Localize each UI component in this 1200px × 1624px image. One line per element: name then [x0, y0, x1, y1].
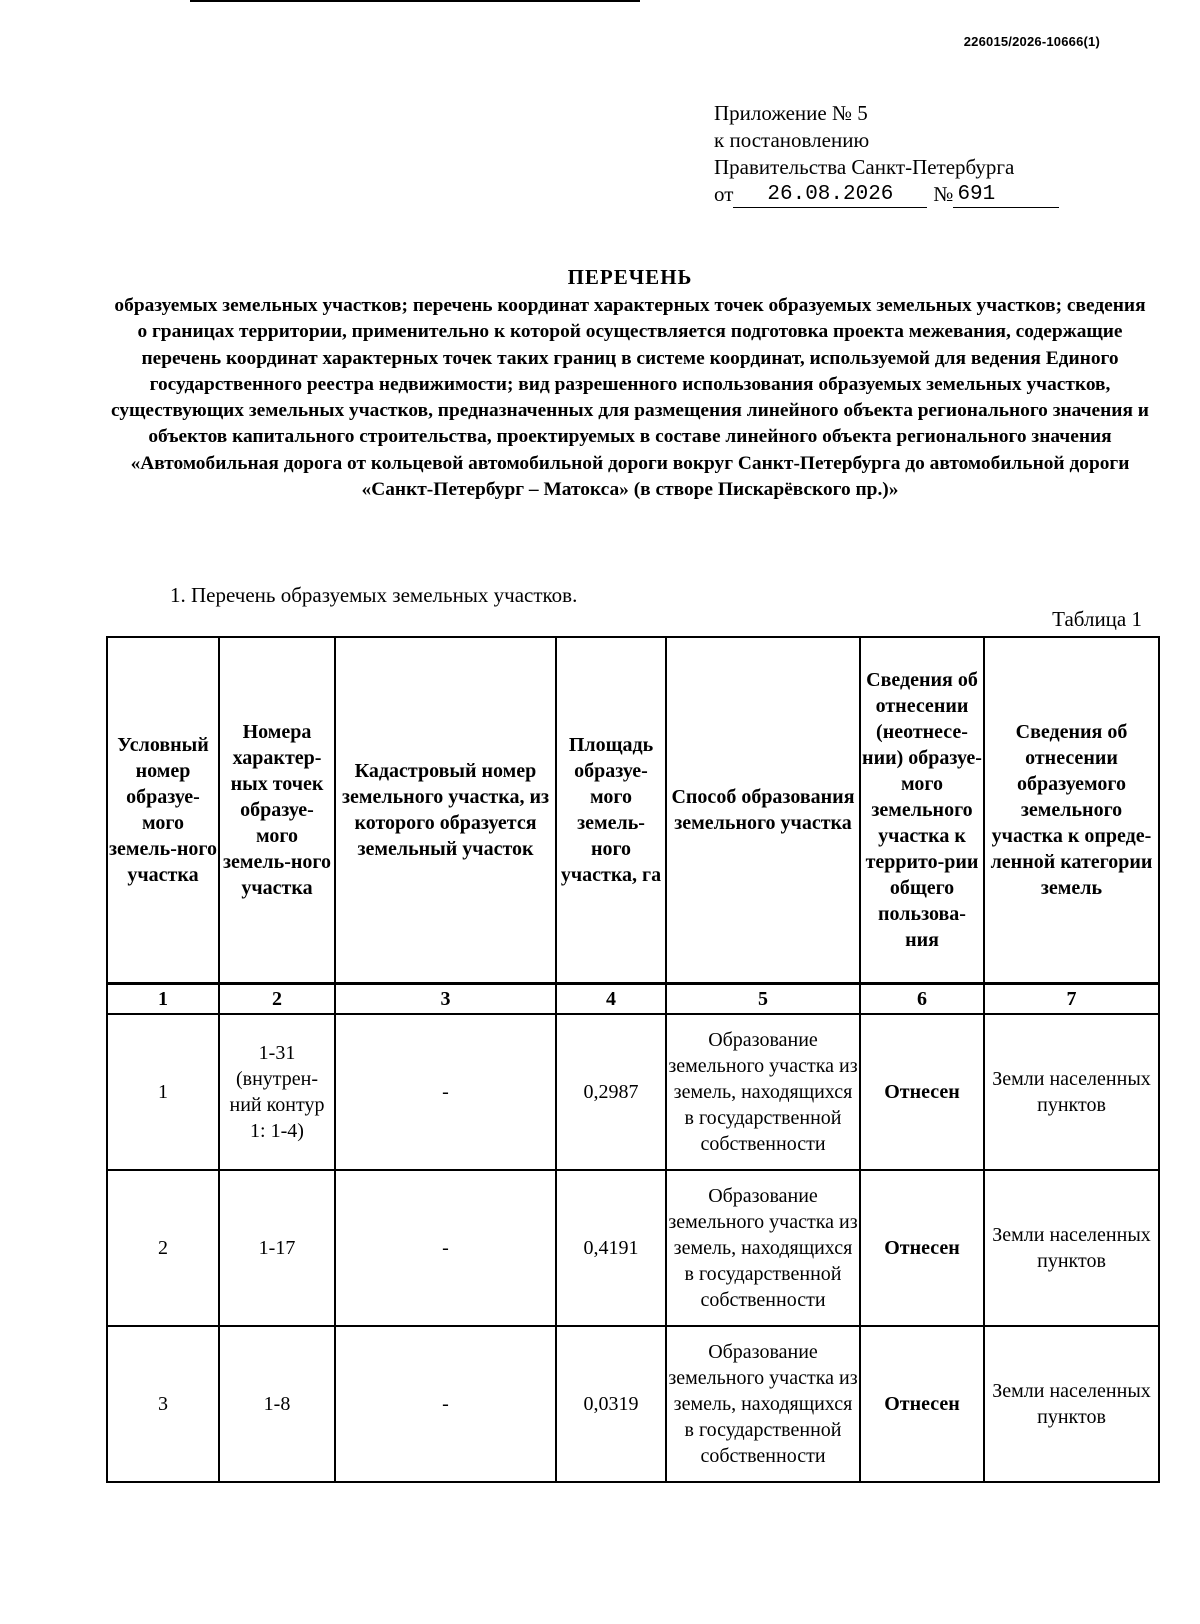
category-cell: Земли населенных пунктов [984, 1326, 1159, 1482]
document-title: ПЕРЕЧЕНЬ [567, 265, 693, 289]
cadastral-cell: - [335, 1326, 556, 1482]
document-subtitle: образуемых земельных участков; перечень координат характерных точек образуемых земельных участков; сведения о границах территории, применительно к которой осуществляется подготовка проекта межевания, содержащие перечень координат характерных точек таких границ в системе координат, используемой для ведения Единого государственного реестра недвижимости; вид разрешенного использования образуемых земельных участков, существующих земельных участков, предназначенных для размещения линейного объекта регионального значения и объектов капитального строительства, проектируемых в составе линейного объекта регионального значения «Автомобильная дорога от кольцевой автомобильной дороги вокруг Санкт-Петербурга до автомобильной дороги «Санкт-Петербург – Матокса» (в створе Пискарёвского пр.)» [111, 295, 1149, 501]
area-cell: 0,4191 [556, 1170, 666, 1326]
table-row [107, 1014, 1159, 1170]
area-cell: 0,0319 [556, 1326, 666, 1482]
table-header-row [107, 637, 1159, 984]
public-use-cell: Отнесен [860, 1170, 984, 1326]
appendix-line-2: к постановлению [714, 128, 870, 152]
appendix-line-1: Приложение № 5 [714, 101, 868, 125]
plot-id-cell: 2 [107, 1170, 219, 1326]
points-cell: 1-8 [219, 1326, 335, 1482]
top-scan-rule [190, 0, 640, 2]
public-use-cell: Отнесен [860, 1326, 984, 1482]
column-number: 6 [860, 984, 984, 1015]
land-plots-table [106, 636, 1160, 1483]
document-title-block [110, 263, 1150, 503]
table-row [107, 1326, 1159, 1482]
category-cell: Земли населенных пунктов [984, 1014, 1159, 1170]
appendix-line-3: Правительства Санкт-Петербурга [714, 155, 1015, 179]
table-header-cell: Способ образования земельного участка [666, 637, 860, 984]
category-cell: Земли населенных пунктов [984, 1170, 1159, 1326]
plot-id-cell: 3 [107, 1326, 219, 1482]
area-cell: 0,2987 [556, 1014, 666, 1170]
section-heading: 1. Перечень образуемых земельных участков. [170, 583, 578, 607]
column-number: 2 [219, 984, 335, 1015]
date-prefix: от [714, 182, 734, 206]
method-cell: Образование земельного участка из земель, находящихся в государственной собственности [666, 1326, 860, 1482]
column-number: 5 [666, 984, 860, 1015]
column-number: 7 [984, 984, 1159, 1015]
number-prefix: № [933, 182, 954, 206]
column-number: 4 [556, 984, 666, 1015]
document-id-stamp: 226015/2026-10666(1) [963, 34, 1100, 49]
points-cell: 1-17 [219, 1170, 335, 1326]
table-header-cell: Сведения об отнесении (неотнесе-нии) образуе-мого земельного участка к террито-рии общего пользова-ния [860, 637, 984, 984]
table-row [107, 1170, 1159, 1326]
appendix-date-line [714, 181, 1074, 208]
cadastral-cell: - [335, 1014, 556, 1170]
table-header-cell: Кадастровый номер земельного участка, из которого образуется земельный участок [335, 637, 556, 984]
table-header-cell: Площадь образуе-мого земель-ного участка, га [556, 637, 666, 984]
column-number: 3 [335, 984, 556, 1015]
cadastral-cell: - [335, 1170, 556, 1326]
column-number: 1 [107, 984, 219, 1015]
points-cell: 1-31 (внутрен-ний контур 1: 1-4) [219, 1014, 335, 1170]
resolution-date: 26.08.2026 [733, 183, 927, 208]
resolution-number: 691 [953, 183, 1059, 208]
table-header-cell: Условный номер образуе-мого земель-ного участка [107, 637, 219, 984]
table-caption: Таблица 1 [1052, 607, 1142, 631]
appendix-block [714, 100, 1074, 208]
method-cell: Образование земельного участка из земель, находящихся в государственной собственности [666, 1014, 860, 1170]
table-column-numbers-row [107, 984, 1159, 1015]
table-header-cell: Номера характер-ных точек образуе-мого земель-ного участка [219, 637, 335, 984]
public-use-cell: Отнесен [860, 1014, 984, 1170]
plot-id-cell: 1 [107, 1014, 219, 1170]
table-header-cell: Сведения об отнесении образуемого земельного участка к опреде-ленной категории земель [984, 637, 1159, 984]
method-cell: Образование земельного участка из земель, находящихся в государственной собственности [666, 1170, 860, 1326]
